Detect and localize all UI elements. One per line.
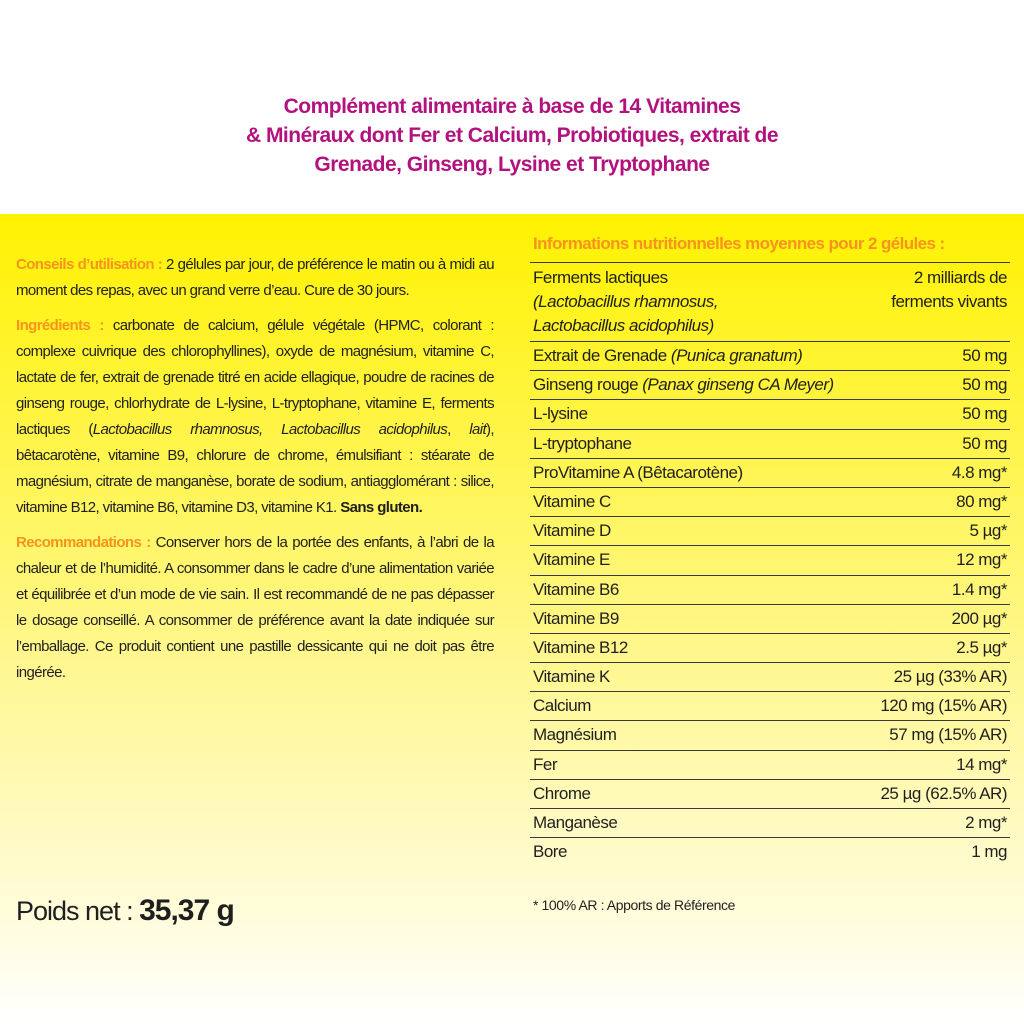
nutrition-row (530, 546, 1010, 575)
nutrient-name-cell (533, 517, 611, 545)
nutrient-name: Vitamine B12 (533, 637, 628, 657)
nutrient-name: Fer (533, 754, 557, 774)
conseils-text: 2 gélules par jour, de préférence le matin ou à midi au moment des repas, avec un grand verre d’eau. Cure de 30 jours. (16, 256, 494, 299)
net-weight (16, 894, 234, 928)
ingredients-text-1: carbonate de calcium, gélule végétale (HPMC, colorant : complexe cuivrique des chlorophyllines), oxyde de magnésium, vitamine C, lactate de fer, extrait de grenade titré en acide ellagique, poudre de racines de ginseng rouge, chlorhydrate de L-lysine, L-tryptophane, vitamine E, ferments lactiques ( (16, 317, 494, 438)
nutrition-rows (530, 342, 1010, 867)
recommandations-paragraph (16, 530, 494, 686)
gluten-free-note: Sans gluten. (340, 499, 423, 516)
nutrient-value: 80 mg* (956, 491, 1007, 511)
nutrient-name: Extrait de Grenade (533, 346, 671, 365)
nutrient-value: 1.4 mg* (951, 579, 1007, 599)
recommandations-text: Conserver hors de la portée des enfants, à l’abri de la chaleur et de l’humidité. A consommer dans le cadre d’une alimentation variée et équilibrée et d’un mode de vie sain. Il est recommandé de ne pas dépasser le dosage conseillé. A consommer de préférence avant la date indiquée sur l’emballage. Ce produit contient une pastille dessicante qui ne doit pas être ingérée. (16, 534, 494, 681)
nutrition-row (530, 605, 1010, 634)
net-weight-label: Poids net : (16, 896, 140, 926)
ingredients-separator: , (447, 421, 470, 438)
nutrition-row (530, 721, 1010, 750)
nutrition-row (530, 517, 1010, 546)
nutrition-row (530, 634, 1010, 663)
nutrient-name-cell (533, 838, 567, 866)
usage-info-column (16, 252, 494, 695)
nutrient-name: Ferments lactiques (533, 268, 668, 287)
nutrient-value: 12 mg* (956, 550, 1007, 570)
nutrient-name: Vitamine K (533, 667, 610, 687)
net-weight-value: 35,37 g (139, 894, 234, 927)
title-line-3: Grenade, Ginseng, Lysine et Tryptophane (314, 153, 710, 176)
ingredients-italic-2: lait (469, 421, 487, 438)
nutrition-row (530, 430, 1010, 459)
nutrient-name-cell (533, 663, 610, 691)
nutrient-value: 4.8 mg* (951, 462, 1007, 482)
nutrient-value: 2 milliards de ferments vivants (891, 268, 1007, 311)
nutrient-name-cell (533, 488, 611, 516)
nutrient-value: 25 µg (62.5% AR) (880, 783, 1007, 803)
nutrient-value: 57 mg (15% AR) (889, 725, 1007, 745)
nutrient-name-cell (533, 400, 588, 428)
nutrient-value: 120 mg (15% AR) (880, 696, 1007, 716)
nutrient-name-cell (533, 692, 591, 720)
nutrient-name-cell (533, 342, 802, 370)
ingredients-italic-1: Lactobacillus rhamnosus, Lactobacillus acidophilus (92, 421, 448, 438)
nutrient-name-cell (533, 751, 557, 779)
nutrition-row (530, 751, 1010, 780)
nutrient-value: 25 µg (33% AR) (893, 667, 1007, 687)
nutrition-row (530, 576, 1010, 605)
nutrient-latin: (Panax ginseng CA Meyer) (642, 375, 834, 395)
nutrient-latin: (Punica granatum) (670, 346, 803, 365)
nutrition-row (530, 342, 1010, 371)
nutrition-row (530, 692, 1010, 721)
nutrient-name: Magnésium (533, 725, 617, 745)
nutrient-name: Chrome (533, 783, 591, 803)
nutrient-name: ProVitamine A (Bêtacarotène) (533, 462, 743, 482)
nutrition-row (530, 488, 1010, 517)
conseils-label: Conseils d’utilisation : (16, 256, 163, 273)
nutrition-row (530, 459, 1010, 488)
nutrient-value: 200 µg* (951, 608, 1007, 628)
nutrient-name-cell (533, 430, 631, 458)
nutrition-table (530, 262, 1010, 867)
nutrition-row (530, 780, 1010, 809)
nutrient-name-cell (533, 371, 834, 399)
nutrient-name-cell (533, 809, 617, 837)
nutrient-name-cell (533, 780, 590, 808)
nutrient-name-cell (533, 605, 619, 633)
nutrient-name: Vitamine B6 (533, 579, 619, 599)
nutrition-title: Informations nutritionnelles moyennes pour 2 gélules : (533, 234, 945, 253)
nutrition-row (530, 663, 1010, 692)
nutrient-value: 5 µg* (969, 521, 1007, 541)
nutrient-value: 50 mg (962, 433, 1007, 453)
title-line-1: Complément alimentaire à base de 14 Vitamines (283, 95, 741, 118)
nutrient-name: Vitamine D (533, 521, 611, 541)
nutrient-value: 2 mg* (965, 813, 1007, 832)
nutrition-row (530, 838, 1010, 867)
nutrient-name: L-lysine (533, 404, 588, 424)
ingredients-text-2: ), bêtacarotène, vitamine B9, chlorure de chrome, émulsifiant : stéarate de magnésium, citrate de manganèse, borate de sodium, antiagglomérant : silice, vitamine B12, vitamine B6, vitamine D3, vitamine K1. (16, 421, 494, 516)
recommandations-label: Recommandations : (16, 534, 151, 551)
reference-footnote: * 100% AR : Apports de Référence (533, 897, 735, 913)
nutrient-name-cell (533, 721, 616, 749)
nutrient-name-cell (533, 546, 610, 574)
nutrition-row (530, 371, 1010, 400)
nutrient-name: L-tryptophane (533, 433, 632, 453)
nutrient-name: Vitamine B9 (533, 608, 619, 628)
nutrient-name: Ginseng rouge (533, 375, 643, 395)
title-line-2: & Minéraux dont Fer et Calcium, Probiotiques, extrait de (245, 124, 779, 147)
nutrient-name: Calcium (533, 696, 591, 716)
nutrition-row-ferments (530, 262, 1010, 342)
ingredients-label: Ingrédients : (16, 317, 104, 334)
product-title (0, 92, 1024, 179)
nutrient-name-cell (533, 459, 743, 487)
conseils-paragraph (16, 252, 494, 304)
nutrient-value: 1 mg (971, 842, 1007, 862)
nutrient-name-cell (533, 266, 718, 338)
nutrition-row (530, 809, 1010, 838)
nutrient-name: Vitamine C (533, 491, 611, 511)
ingredients-paragraph (16, 313, 494, 521)
nutrient-value: 50 mg (962, 346, 1007, 365)
nutrient-name: Manganèse (533, 813, 618, 832)
nutrient-name-cell (533, 634, 628, 662)
nutrient-latin-1: (Lactobacillus rhamnosus, (533, 292, 718, 311)
nutrient-name: Vitamine E (533, 550, 610, 570)
nutrient-name-cell (533, 576, 619, 604)
nutrition-row (530, 400, 1010, 429)
nutrient-latin-2: Lactobacillus acidophilus) (533, 316, 714, 335)
nutrient-value: 2.5 µg* (956, 637, 1007, 657)
nutrient-value: 50 mg (962, 404, 1007, 424)
nutrient-value: 14 mg* (956, 754, 1007, 774)
nutrient-value: 50 mg (962, 375, 1007, 395)
nutrient-name: Bore (533, 842, 567, 862)
